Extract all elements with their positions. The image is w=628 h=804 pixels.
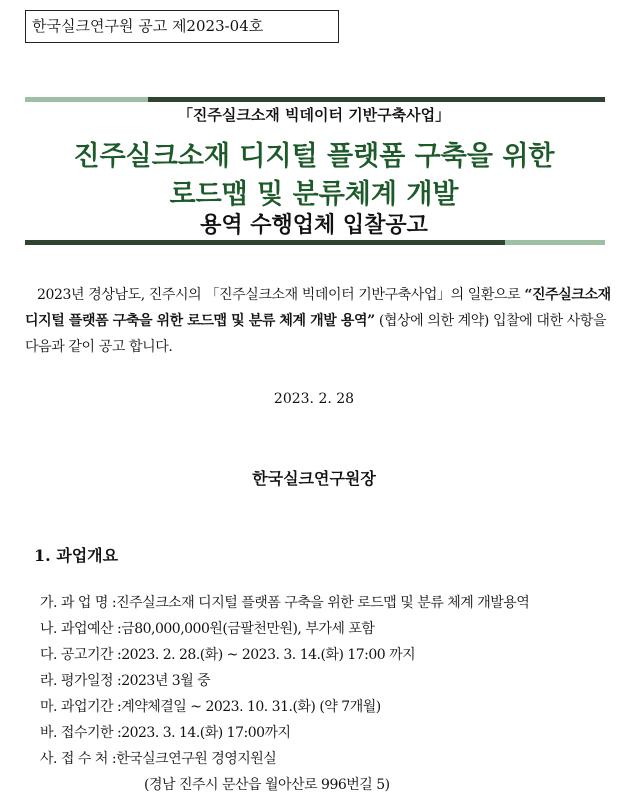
title-bottom-bar-dark — [25, 240, 505, 245]
item-label: 사. 접 수 처 : — [40, 751, 117, 767]
title-line-3: 용역 수행업체 입찰공고 — [200, 213, 428, 238]
list-item — [40, 746, 620, 772]
item-label: 나. 과업예산 : — [40, 621, 122, 637]
item-value: 금80,000,000원(금팔천만원), 부가세 포함 — [121, 621, 375, 637]
item-label: 마. 과업기간 : — [40, 699, 122, 715]
item-label: 바. 접수기한 : — [40, 725, 122, 741]
project-name: 「진주실크소재 빅데이터 기반구축사업」 — [177, 106, 451, 124]
list-item — [40, 720, 620, 746]
list-item — [40, 642, 620, 668]
list-item — [40, 616, 620, 642]
title-line-1: 진주실크소재 디지털 플랫폼 구축을 위한 — [73, 141, 555, 172]
item-value: 2023. 3. 14.(화) 17:00까지 — [121, 725, 291, 741]
intro-bold-project: “진주실크소재 디지털 플랫폼 구축을 위한 로드맵 및 분류 체계 개발 용역” — [25, 287, 611, 329]
item-value: 2023년 3월 중 — [121, 673, 211, 689]
item-value: 진주실크소재 디지털 플랫폼 구축을 위한 로드맵 및 분류 체계 개발용역 — [116, 595, 530, 611]
item-value: 2023. 2. 28.(화) ~ 2023. 3. 14.(화) 17:00 까지 — [121, 647, 416, 663]
title-line-2: 로드맵 및 분류체계 개발 — [169, 179, 459, 210]
item-label: 라. 평가일정 : — [40, 673, 122, 689]
notice-number-box — [25, 10, 339, 43]
issuer-name: 한국실크연구원장 — [252, 469, 376, 488]
item-label: 가. 과 업 명 : — [40, 595, 117, 611]
item-value: 계약체결일 ~ 2023. 10. 31.(화) (약 7개월) — [121, 699, 381, 715]
item-label: 다. 공고기간 : — [40, 647, 122, 663]
title-bottom-bar-light — [505, 240, 605, 245]
item-value: 한국실크연구원 경영지원실 — [116, 751, 277, 767]
title-top-bar-light — [25, 97, 148, 102]
section-title: 1. 과업개요 — [34, 546, 119, 565]
intro-paragraph — [25, 282, 613, 360]
intro-part-2: (협상에 의한 계약) 입찰에 대한 사항을 다음과 같이 공고 합니다. — [25, 313, 607, 355]
title-top-bar-dark — [148, 97, 605, 102]
intro-part-1: 2023년 경상남도, 진주시의 「진주실크소재 빅데이터 기반구축사업」의 일환으로 — [37, 287, 521, 303]
overview-list — [40, 590, 620, 798]
list-item — [40, 590, 620, 616]
list-item — [40, 668, 620, 694]
list-item — [40, 694, 620, 720]
notice-number: 한국실크연구원 공고 제2023-04호 — [32, 17, 264, 35]
address-line: (경남 진주시 문산읍 월아산로 996번길 5) — [144, 777, 390, 793]
announcement-date: 2023. 2. 28 — [273, 391, 355, 407]
